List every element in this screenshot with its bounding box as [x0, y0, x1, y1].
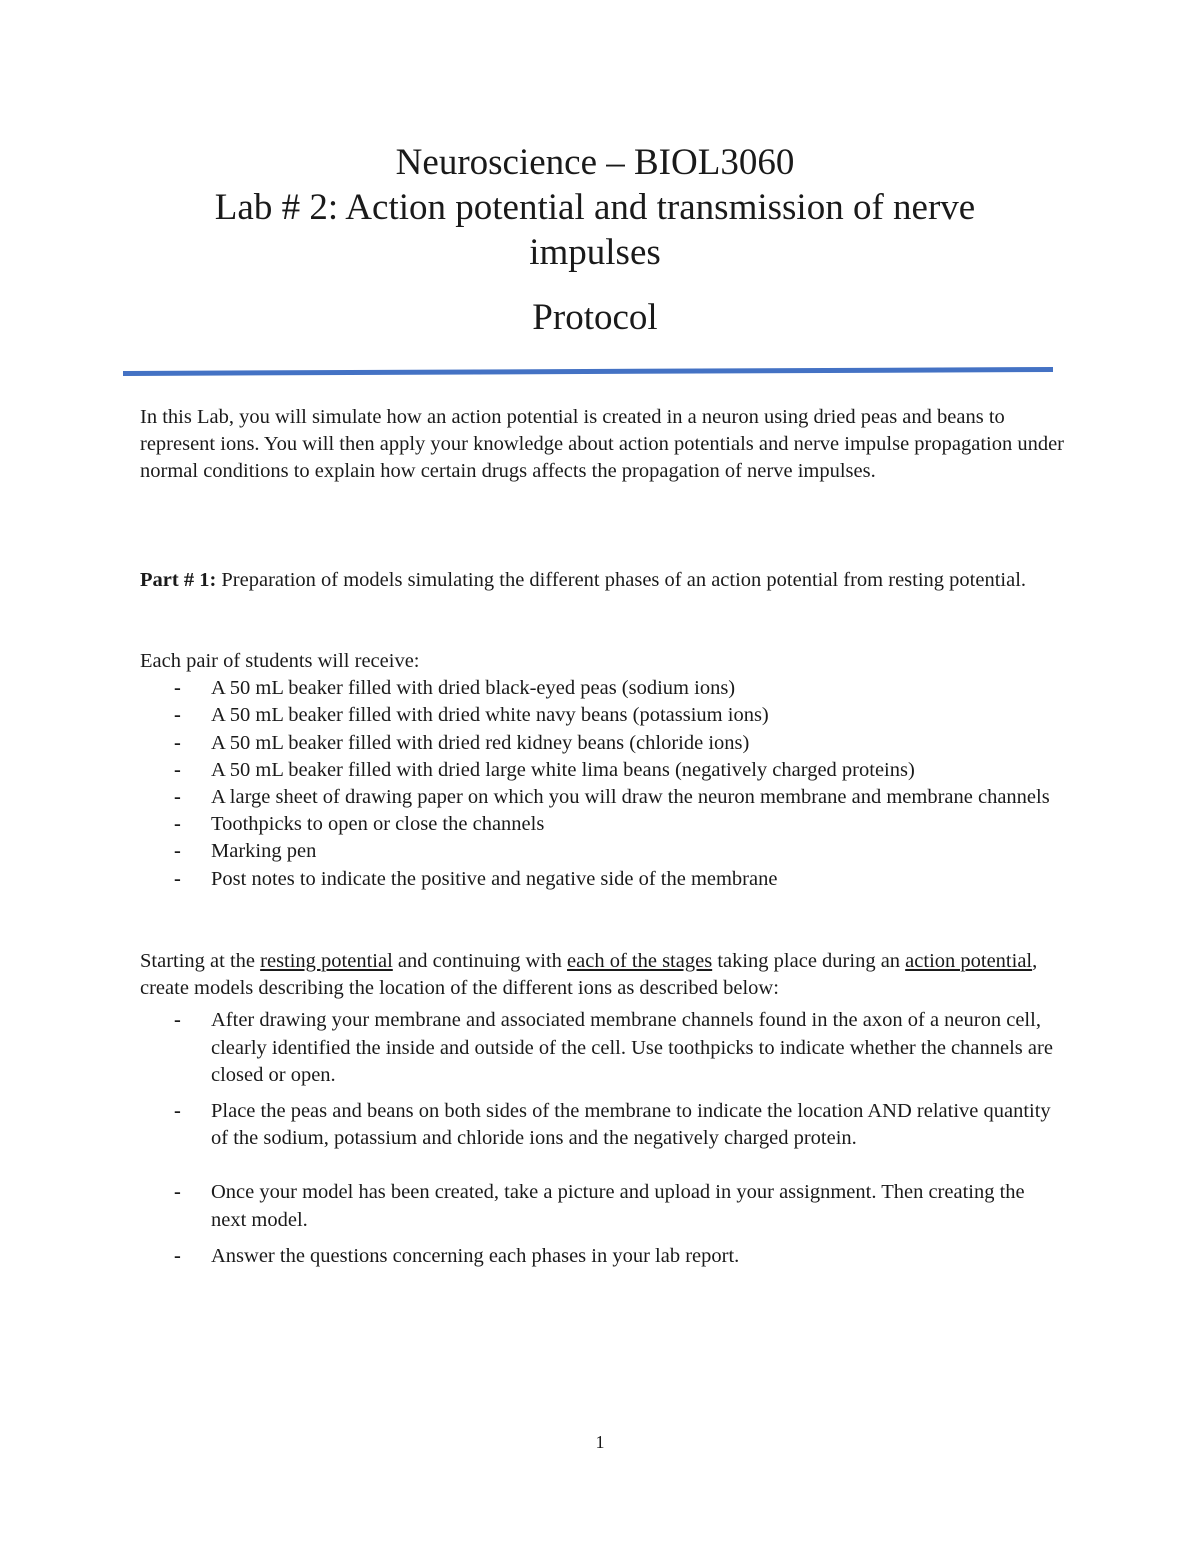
lab-title-line-1: Lab # 2: Action potential and transmission of nerve	[214, 187, 976, 228]
part1-text: Preparation of models simulating the different phases of an action potential from resting potential.	[216, 569, 1027, 591]
material-item	[140, 730, 1065, 757]
dash-bullet: -	[174, 867, 181, 890]
material-item	[140, 702, 1065, 729]
material-item-text: Post notes to indicate the positive and negative side of the membrane	[211, 867, 778, 890]
material-item-text: A 50 mL beaker filled with dried large white lima beans (negatively charged proteins)	[211, 758, 915, 781]
material-item	[140, 838, 1065, 865]
materials-section	[140, 648, 1065, 893]
material-item-text: Marking pen	[211, 840, 317, 863]
dash-bullet: -	[174, 1009, 181, 1032]
instruction-item-text: Place the peas and beans on both sides of the membrane to indicate the location AND relative quantity of the sodium, potassium and chloride ions and the negatively charged protein.	[211, 1100, 1051, 1150]
instruction-item-text: Once your model has been created, take a picture and upload in your assignment. Then creating the next model.	[211, 1181, 1025, 1231]
action-potential-underlined: action potential	[905, 950, 1033, 972]
stages-text-2: and continuing with	[392, 950, 568, 972]
intro-paragraph: In this Lab, you will simulate how an action potential is created in a neuron using dried peas and beans to represent ions. You will then apply your knowledge about action potentials and nerve impulse propagation under normal conditions to explain how certain drugs affects the propagation of nerve impulses.	[140, 406, 1065, 483]
lab-title-line-2: impulses	[529, 232, 661, 273]
protocol-heading: Protocol	[532, 297, 658, 338]
instructions-list	[140, 1007, 1065, 1270]
dash-bullet: -	[174, 786, 181, 809]
dash-bullet: -	[174, 1244, 181, 1267]
materials-heading: Each pair of students will receive:	[140, 650, 420, 672]
material-item	[140, 866, 1065, 893]
stages-section	[140, 948, 1065, 1279]
material-item	[140, 675, 1065, 702]
dash-bullet: -	[174, 704, 181, 727]
part1-label: Part # 1:	[140, 569, 217, 591]
instruction-item	[140, 1243, 1065, 1270]
stages-text-3: taking place during an	[712, 950, 906, 972]
instruction-item-text: Answer the questions concerning each phases in your lab report.	[211, 1244, 740, 1267]
stages-intro	[140, 948, 1065, 1002]
material-item	[140, 784, 1065, 811]
material-item-text: A large sheet of drawing paper on which you will draw the neuron membrane and membrane channels	[211, 786, 1050, 809]
stages-text-4: , create models describing the location of the different ions as described below:	[140, 950, 1038, 1000]
page-number: 1	[595, 1432, 605, 1452]
material-item	[140, 811, 1065, 838]
dash-bullet: -	[174, 840, 181, 863]
stages-text-1: Starting at the	[140, 950, 261, 972]
dash-bullet: -	[174, 758, 181, 781]
each-stage-underlined: each of the stages	[567, 950, 713, 972]
resting-potential-underlined: resting potential	[260, 950, 393, 972]
part1-paragraph	[140, 567, 1065, 594]
materials-list	[140, 675, 1065, 893]
material-item-text: Toothpicks to open or close the channels	[211, 813, 545, 836]
course-title: Neuroscience – BIOL3060	[395, 142, 795, 183]
instruction-item	[140, 1179, 1065, 1233]
title-divider	[123, 366, 1053, 376]
dash-bullet: -	[174, 1181, 181, 1204]
instruction-item	[140, 1007, 1065, 1089]
dash-bullet: -	[174, 813, 181, 836]
material-item-text: A 50 mL beaker filled with dried white navy beans (potassium ions)	[211, 704, 769, 727]
document-title	[120, 140, 1070, 340]
dash-bullet: -	[174, 1100, 181, 1123]
instruction-item-text: After drawing your membrane and associated membrane channels found in the axon of a neuron cell, clearly identified the inside and outside of the cell. Use toothpicks to indicate whether the channels are closed or open.	[211, 1009, 1053, 1086]
dash-bullet: -	[174, 731, 181, 754]
instruction-item	[140, 1098, 1065, 1152]
material-item	[140, 757, 1065, 784]
material-item-text: A 50 mL beaker filled with dried black-eyed peas (sodium ions)	[211, 677, 736, 700]
material-item-text: A 50 mL beaker filled with dried red kidney beans (chloride ions)	[211, 731, 750, 754]
dash-bullet: -	[174, 677, 181, 700]
